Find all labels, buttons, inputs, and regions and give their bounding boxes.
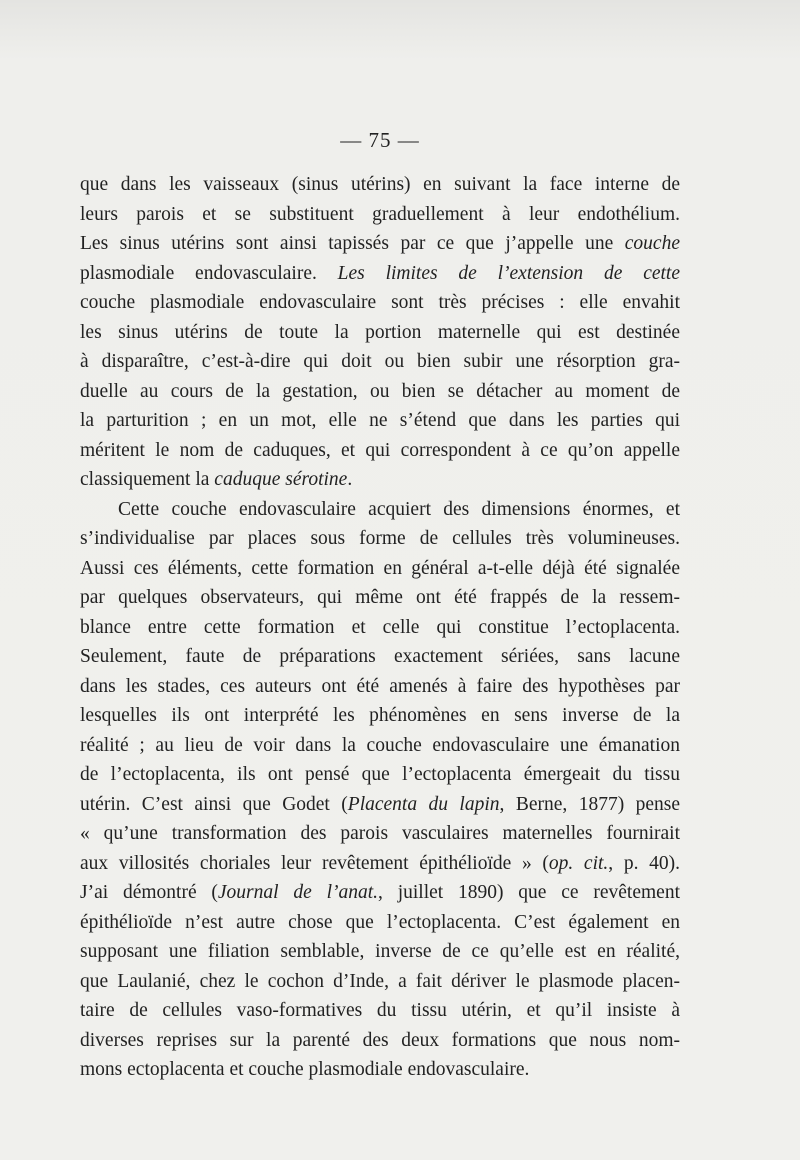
- text-line: Cette couche endovasculaire acquiert des dimensions énormes, et: [118, 498, 680, 520]
- italic-text: caduque sérotine: [214, 469, 348, 490]
- text-line: lesquelles ils ont interprété les phénomènes en sens inverse de la: [80, 705, 680, 726]
- text-line: Aussi ces éléments, cette formation en général a-t-elle déjà été signalée: [80, 557, 680, 579]
- text-line: les sinus utérins de toute la portion maternelle qui est destinée: [80, 321, 680, 343]
- text-line: méritent le nom de caduques, et qui correspondent à ce qu’on appelle: [80, 439, 680, 461]
- text-line: réalité ; au lieu de voir dans la couche endovasculaire une émanation: [80, 734, 680, 756]
- text-line: [80, 229, 680, 259]
- text-line: de l’ectoplacenta, ils ont pensé que l’ectoplacenta émergeait du tissu: [80, 764, 680, 785]
- text-line: mons ectoplacenta et couche plasmodiale endovasculaire.: [80, 1059, 530, 1080]
- text-segment: , p. 40).: [608, 852, 680, 874]
- text-line: s’individualise par places sous forme de cellules très volumineuses.: [80, 528, 680, 549]
- text-line: par quelques observateurs, qui même ont été frappés de la ressem-: [80, 587, 680, 608]
- body-text: [80, 170, 680, 1085]
- text-line: [80, 259, 680, 289]
- text-line: couche plasmodiale endovasculaire sont très précises : elle envahit: [80, 292, 680, 313]
- text-line: épithélioïde n’est autre chose que l’ectoplacenta. C’est également en: [80, 911, 680, 933]
- text-line: [80, 878, 680, 908]
- italic-text: Les limites de l’extension de cette: [316, 262, 680, 284]
- text-line: que dans les vaisseaux (sinus utérins) en suivant la face interne de: [80, 174, 680, 195]
- text-line: à disparaître, c’est-à-dire qui doit ou bien subir une résorption gra-: [80, 351, 680, 372]
- text-line: la parturition ; en un mot, elle ne s’étend que dans les parties qui: [80, 410, 680, 431]
- text-line: « qu’une transformation des parois vasculaires maternelles fournirait: [80, 823, 680, 844]
- text-line: supposant une filiation semblable, inverse de ce qu’elle est en réalité,: [80, 941, 680, 962]
- text-segment: classiquement la: [80, 469, 215, 490]
- text-segment: plasmodiale endovasculaire.: [80, 262, 317, 284]
- text-line: dans les stades, ces auteurs ont été amenés à faire des hypothèses par: [80, 675, 680, 697]
- text-line: taire de cellules vaso-formatives du tissu utérin, et qu’il insiste à: [80, 1000, 680, 1021]
- text-line: que Laulanié, chez le cochon d’Inde, a fait dériver le plasmode placen-: [80, 970, 680, 992]
- text-segment: aux villosités choriales leur revêtement épithélioïde » (: [80, 852, 549, 874]
- italic-text: Placenta du lapin: [347, 793, 500, 815]
- text-line: [80, 790, 680, 820]
- text-line: blance entre cette formation et celle qui constitue l’ectoplacenta.: [80, 616, 680, 638]
- page-number: — 75 —: [340, 128, 420, 152]
- text-segment: , Berne, 1877) pense: [499, 793, 681, 815]
- text-segment: , juillet 1890) que ce revêtement: [378, 882, 680, 903]
- italic-text: couche: [624, 233, 680, 254]
- text-segment: utérin. C’est ainsi que Godet (: [80, 793, 348, 815]
- text-line: diverses reprises sur la parenté des deux formations que nous nom-: [80, 1029, 680, 1051]
- text-line: [80, 465, 680, 495]
- text-line: leurs parois et se substituent graduellement à leur endothélium.: [80, 203, 680, 225]
- text-segment: .: [347, 469, 353, 490]
- text-segment: Les sinus utérins sont ainsi tapissés par ce que j’appelle une: [80, 233, 625, 254]
- text-line: duelle au cours de la gestation, ou bien se détacher au moment de: [80, 380, 680, 402]
- text-segment: J’ai démontré (: [80, 882, 218, 903]
- text-line: Seulement, faute de préparations exactement sériées, sans lacune: [80, 646, 680, 667]
- text-line: [80, 849, 680, 879]
- italic-text: Journal de l’anat.: [217, 882, 379, 903]
- italic-text: op. cit.: [548, 852, 609, 874]
